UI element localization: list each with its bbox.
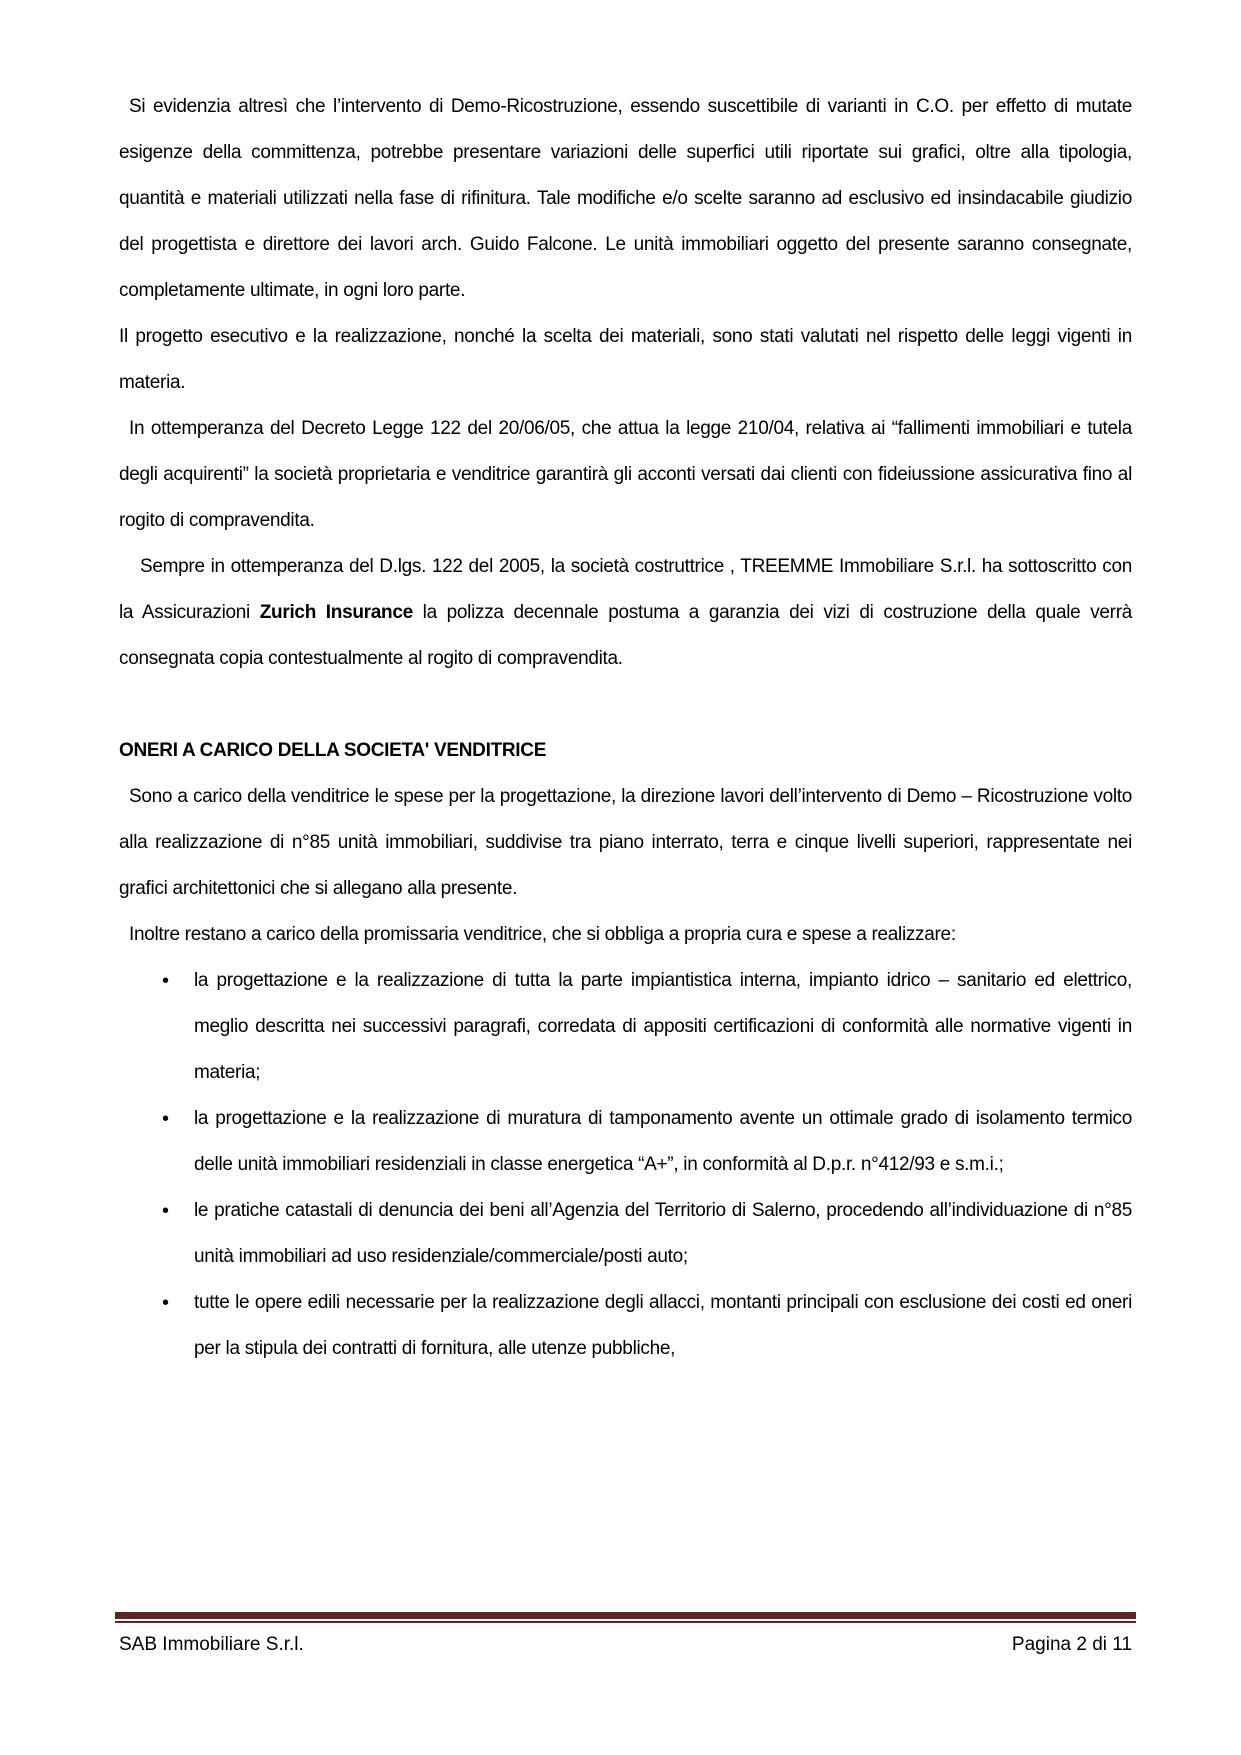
footer-rule-thin <box>115 1621 1136 1623</box>
footer-page-number: Pagina 2 di 11 <box>1011 1634 1132 1655</box>
list-item <box>119 1096 1132 1188</box>
list-item <box>119 958 1132 1096</box>
paragraph-insurance <box>119 544 1132 682</box>
insurance-company: Zurich Insurance <box>259 602 413 623</box>
bullet-icon: • <box>162 970 169 992</box>
spacer <box>119 682 1132 728</box>
list-item <box>119 1188 1132 1280</box>
page-body <box>119 84 1132 1372</box>
bullet-icon: • <box>162 1108 169 1130</box>
list-item-text: la progettazione e la realizzazione di tutta la parte impiantistica interna, impianto idrico – sanitario ed elettrico, meglio descritta nei successivi paragrafi, corredata di appositi certificazioni di conformità alle normative vigenti in materia; <box>194 970 1132 1083</box>
bullet-icon: • <box>162 1200 169 1222</box>
paragraph-seller-obligations: Inoltre restano a carico della promissaria venditrice, che si obbliga a propria cura e spese a realizzare: <box>129 924 956 945</box>
list-item-text: le pratiche catastali di denuncia dei beni all’Agenzia del Territorio di Salerno, procedendo all’individuazione di n°85 unità immobiliari ad uso residenziale/commerciale/posti auto; <box>194 1200 1132 1267</box>
paragraph-decree: In ottemperanza del Decreto Legge 122 del 20/06/05, che attua la legge 210/04, relativa ai “fallimenti immobiliari e tutela degli acquirenti” la società proprietaria e venditrice garantirà gli acconti versati dai clienti con fideiussione assicurativa fino al rogito di compravendita. <box>119 418 1132 531</box>
footer-rule-thick <box>115 1612 1136 1619</box>
bullet-icon: • <box>162 1292 169 1314</box>
insurance-text-after: la polizza decennale postuma a garanzia dei vizi di costruzione della quale verrà consegnata copia contestualmente al rogito di compravendita. <box>119 602 1132 669</box>
paragraph-project: Il progetto esecutivo e la realizzazione, nonché la scelta dei materiali, sono stati valutati nel rispetto delle leggi vigenti in materia. <box>119 326 1132 393</box>
footer-company: SAB Immobiliare S.r.l. <box>119 1634 304 1655</box>
section-heading: ONERI A CARICO DELLA SOCIETA' VENDITRICE <box>119 740 547 761</box>
list-item-text: tutte le opere edili necessarie per la realizzazione degli allacci, montanti principali con esclusione dei costi ed oneri per la stipula dei contratti di fornitura, alle utenze pubbliche, <box>194 1292 1132 1359</box>
list-item <box>119 1280 1132 1372</box>
paragraph-seller-costs: Sono a carico della venditrice le spese per la progettazione, la direzione lavori dell’intervento di Demo – Ricostruzione volto alla realizzazione di n°85 unità immobiliari, suddivise tra piano interrato, terra e cinque livelli superiori, rappresentate nei grafici architettonici che si allegano alla presente. <box>119 786 1132 899</box>
insurance-text-before: Sempre in ottemperanza del D.lgs. 122 del 2005, la società costruttrice , TREEMME Immobiliare S.r.l. ha sottoscritto con la Assicurazioni <box>119 556 1132 623</box>
list-item-text: la progettazione e la realizzazione di muratura di tamponamento avente un ottimale grado di isolamento termico delle unità immobiliari residenziali in classe energetica “A+”, in conformità al D.p.r. n°412/93 e s.m.i.; <box>194 1108 1132 1175</box>
paragraph-variants: Si evidenzia altresì che l’intervento di Demo-Ricostruzione, essendo suscettibile di varianti in C.O. per effetto di mutate esigenze della committenza, potrebbe presentare variazioni delle superfici utili riportate sui grafici, oltre alla tipologia, quantità e materiali utilizzati nella fase di rifinitura. Tale modifiche e/o scelte saranno ad esclusivo ed insindacabile giudizio del progettista e direttore dei lavori arch. Guido Falcone. Le unità immobiliari oggetto del presente saranno consegnate, completamente ultimate, in ogni loro parte. <box>119 96 1132 301</box>
obligations-list <box>119 958 1132 1372</box>
